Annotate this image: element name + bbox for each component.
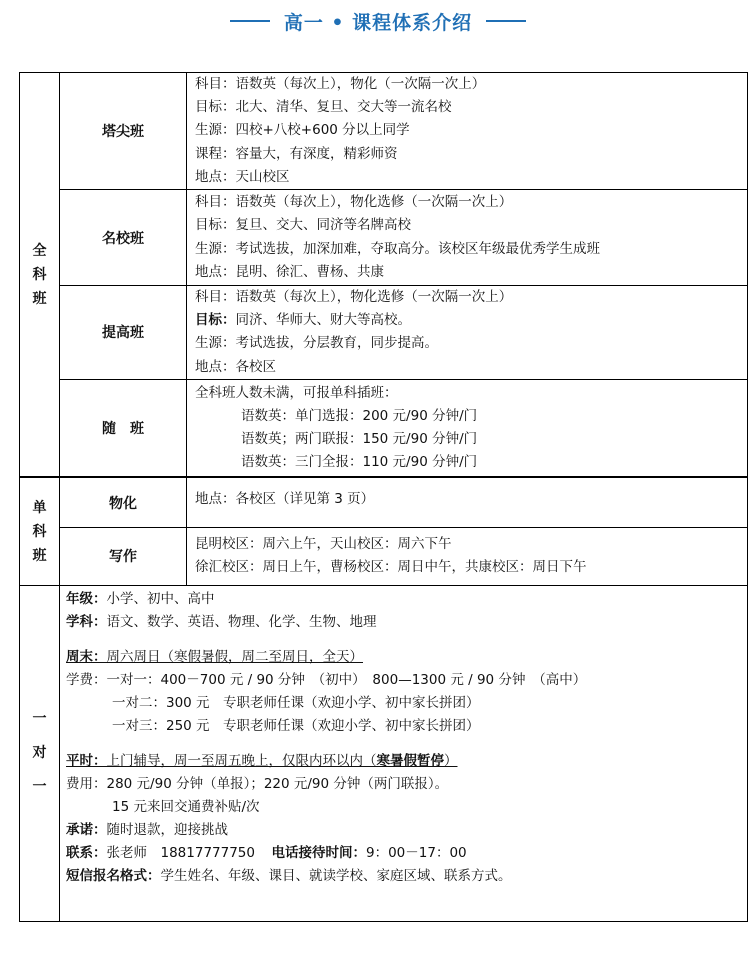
- fee-line-1: 学费：一对一：400－700 元 / 90 分钟 （初中） 800—1300 元 / 90 分钟 （高中）: [66, 671, 587, 688]
- table-row-mingxiao: [20, 190, 748, 286]
- title-row: [0, 6, 756, 36]
- weekday-fee-line: 费用：280 元/90 分钟（单报）；220 元/90 分钟（两门联报）。: [66, 775, 449, 792]
- one-on-one-detail: [60, 585, 748, 921]
- class-detail-suiban: 全科班人数未满，可报单科插班： 语数英：单门选报：200 元/90 分钟/门 语数英；两门联报：150 元/90 分钟/门 语数英：三门全报：110 元/90 分钟/门: [187, 379, 748, 477]
- weekend-line: 周末：周六周日（寒假暑假，周二至周日，全天）: [66, 648, 363, 665]
- page-title: 高一 • 课程体系介绍: [283, 11, 473, 34]
- class-name-tajian: 塔尖班: [60, 73, 187, 190]
- fee-line-3: 一对三：250 元 专职老师任课（欢迎小学、初中家长拼团）: [112, 717, 480, 734]
- table-row-tigao: [20, 286, 748, 380]
- class-detail-tigao: 科目：语数英（每次上），物化选修（一次隔一次上） 目标：同济、华师大、财大等高校。 生源：考试选拔，分层教育，同步提高。 地点：各校区: [187, 286, 748, 380]
- grade-line: 年级：小学、初中、高中: [66, 590, 215, 607]
- contact-line: 联系：张老师 18817777750 电话接待时间：9：00－17：00: [66, 844, 467, 861]
- class-name-wuhua: 物化: [60, 477, 187, 527]
- section-label-danke: 单 科 班: [20, 477, 60, 585]
- transport-line: 15 元来回交通费补贴/次: [112, 798, 260, 815]
- fee-line-2: 一对二：300 元 专职老师任课（欢迎小学、初中家长拼团）: [112, 694, 480, 711]
- table-row-tajian: [20, 73, 748, 190]
- table-row-yiduiyi: [20, 585, 748, 921]
- class-detail-tajian: 科目：语数英（每次上），物化（一次隔一次上） 目标：北大、清华、复旦、交大等一流名校 生源：四校+八校+600 分以上同学 课程：容量大，有深度，精彩师资 地点：天山校区: [187, 73, 748, 190]
- table-row-suiban: [20, 379, 748, 477]
- class-detail-xiezuo: 昆明校区：周六上午，天山校区：周六下午 徐汇校区：周日上午，曹杨校区：周日中午，共康校区：周日下午: [187, 527, 748, 585]
- class-name-suiban: 随 班: [60, 379, 187, 477]
- title-left-rule: [230, 20, 270, 22]
- class-detail-wuhua: 地点：各校区（详见第 3 页）: [187, 477, 748, 527]
- sms-line: 短信报名格式：学生姓名、年级、课目、就读学校、家庭区域、联系方式。: [66, 867, 512, 884]
- subject-line: 学科：语文、数学、英语、物理、化学、生物、地理: [66, 613, 377, 630]
- class-name-mingxiao: 名校班: [60, 190, 187, 286]
- table-row-wuhua: [20, 477, 748, 527]
- section-label-yiduiyi: 一 对 一: [20, 585, 60, 921]
- promise-line: 承诺：随时退款，迎接挑战: [66, 821, 228, 838]
- title-right-rule: [486, 20, 526, 22]
- class-name-xiezuo: 写作: [60, 527, 187, 585]
- course-table: [19, 72, 748, 922]
- table-row-xiezuo: [20, 527, 748, 585]
- weekday-line: 平时：上门辅导，周一至周五晚上，仅限内环以内（寒暑假暂停）: [66, 752, 458, 769]
- class-name-tigao: 提高班: [60, 286, 187, 380]
- section-label-quanke: 全 科 班: [20, 73, 60, 478]
- class-detail-mingxiao: 科目：语数英（每次上），物化选修（一次隔一次上） 目标：复旦、交大、同济等名牌高校 生源：考试选拔，加深加难，夺取高分。该校区年级最优秀学生成班 地点：昆明、徐汇、曹杨、共康: [187, 190, 748, 286]
